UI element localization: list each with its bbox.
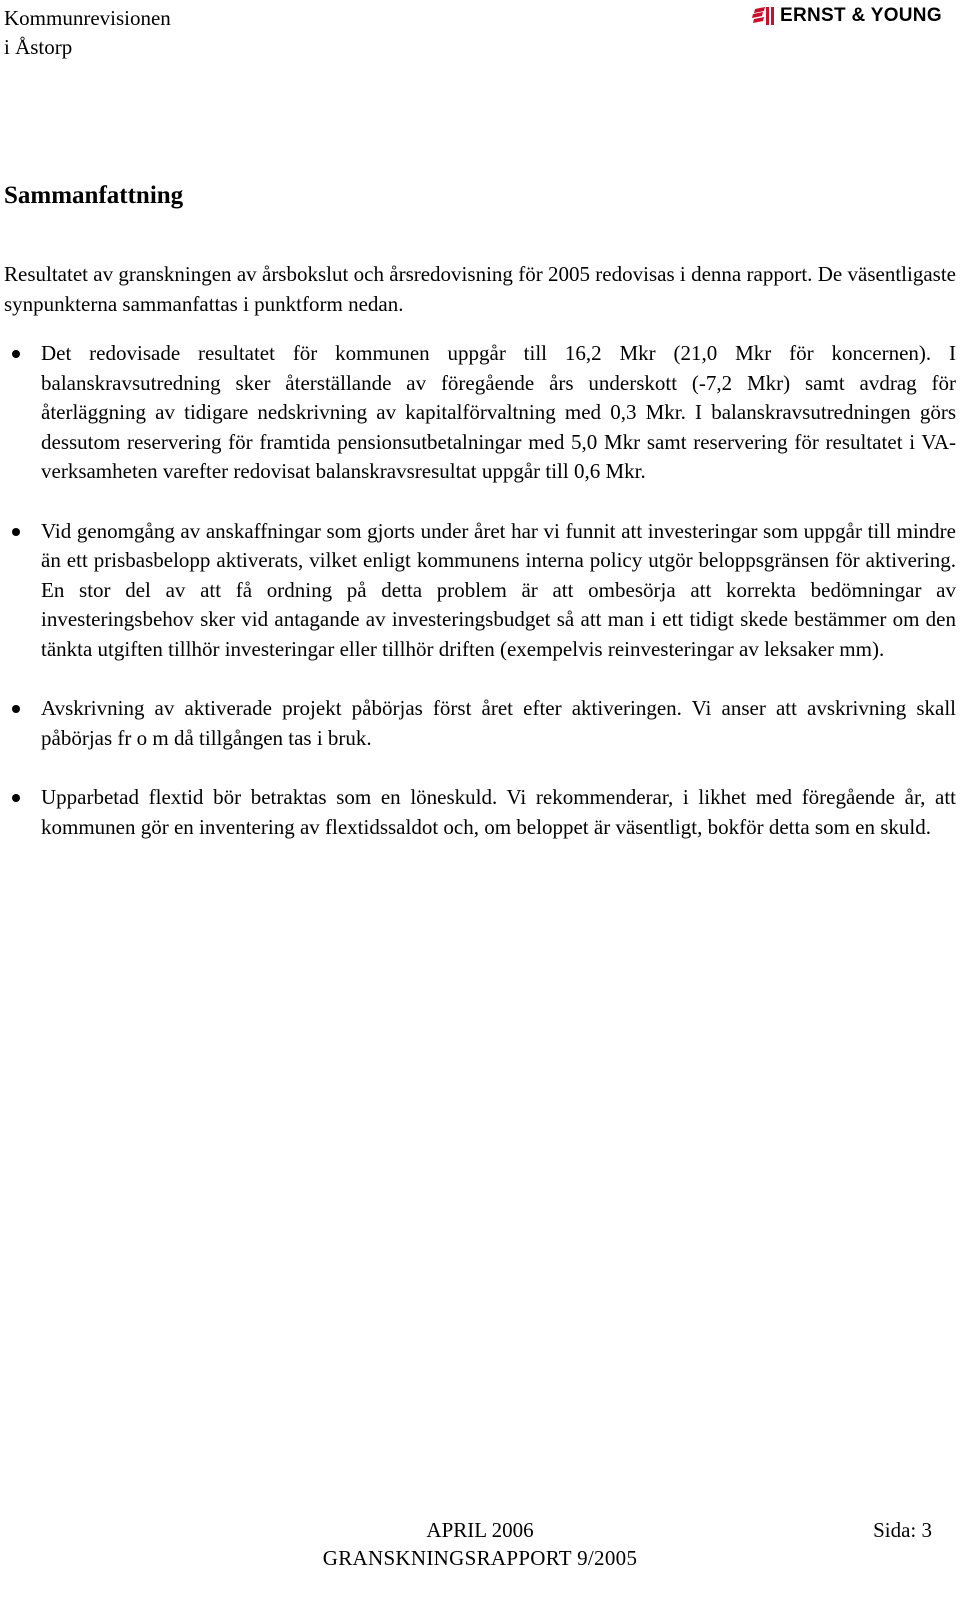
summary-bullet-text: Vid genomgång av anskaffningar som gjorts under året har vi funnit att investeringar som uppgår till mindre än ett prisbasbelopp aktiverats, vilket enligt kommunens interna policy utgör beloppsgränsen för aktivering. En stor del av att få ordning på detta problem är att ombesörja att korrekta bedömningar av investeringsbehov sker vid antagande av investeringsbudget så att man i ett tidigt skede bestämmer om den tänkta utgiften tillhör investeringar eller tillhör driften (exempelvis reinvesteringar av leksaker mm). bbox=[41, 518, 956, 661]
bullet-dot-icon bbox=[12, 794, 20, 802]
summary-bullet bbox=[0, 783, 956, 842]
page-number: Sida: 3 bbox=[873, 1518, 932, 1542]
summary-bullet-text: Upparbetad flextid bör betraktas som en löneskuld. Vi rekommenderar, i likhet med föregående år, att kommunen gör en inventering av flextidssaldot och, om beloppet är väsentligt, bokför detta som en skuld. bbox=[41, 785, 956, 839]
bullet-dot-icon bbox=[12, 350, 20, 358]
ernst-young-logo-text: ERNST & YOUNG bbox=[780, 5, 942, 26]
footer-report-number: GRANSKNINGSRAPPORT 9/2005 bbox=[322, 1546, 638, 1570]
organization-name: Kommunrevisionen bbox=[4, 6, 171, 30]
summary-bullet-text: Avskrivning av aktiverade projekt påbörjas först året efter aktiveringen. Vi anser att avskrivning skall påbörjas fr o m då tillgången tas i bruk. bbox=[41, 696, 956, 750]
bullet-dot-icon bbox=[12, 528, 20, 536]
summary-bullet bbox=[0, 339, 956, 487]
ernst-young-logo bbox=[752, 4, 942, 28]
summary-bullet-list bbox=[0, 339, 956, 842]
page-title: Sammanfattning bbox=[4, 182, 184, 209]
footer-date: APRIL 2006 bbox=[426, 1518, 534, 1542]
summary-bullet-text: Det redovisade resultatet för kommunen uppgår till 16,2 Mkr (21,0 Mkr för koncernen). I balanskravsutredning sker återställande av föregående års underskott (-7,2 Mkr) samt avdrag för återläggning av tidigare nedskrivning av kapitalförvaltning med 0,3 Mkr. I balanskravsutredningen görs dessutom reservering för framtida pensionsutbetalningar med 5,0 Mkr samt reservering för resultatet i VA-verksamheten varefter redovisat balanskravsresultat uppgår till 0,6 Mkr. bbox=[41, 341, 956, 483]
organization-location: i Åstorp bbox=[4, 35, 73, 59]
bullet-dot-icon bbox=[12, 705, 20, 713]
summary-bullet bbox=[0, 517, 956, 665]
ernst-young-logo-icon bbox=[752, 6, 774, 26]
intro-paragraph: Resultatet av granskningen av årsbokslut och årsredovisning för 2005 redovisas i denna rapport. De väsentligaste synpunkterna sammanfattas i punktform nedan. bbox=[4, 262, 956, 316]
summary-bullet bbox=[0, 694, 956, 753]
page-header-organization bbox=[4, 4, 171, 62]
